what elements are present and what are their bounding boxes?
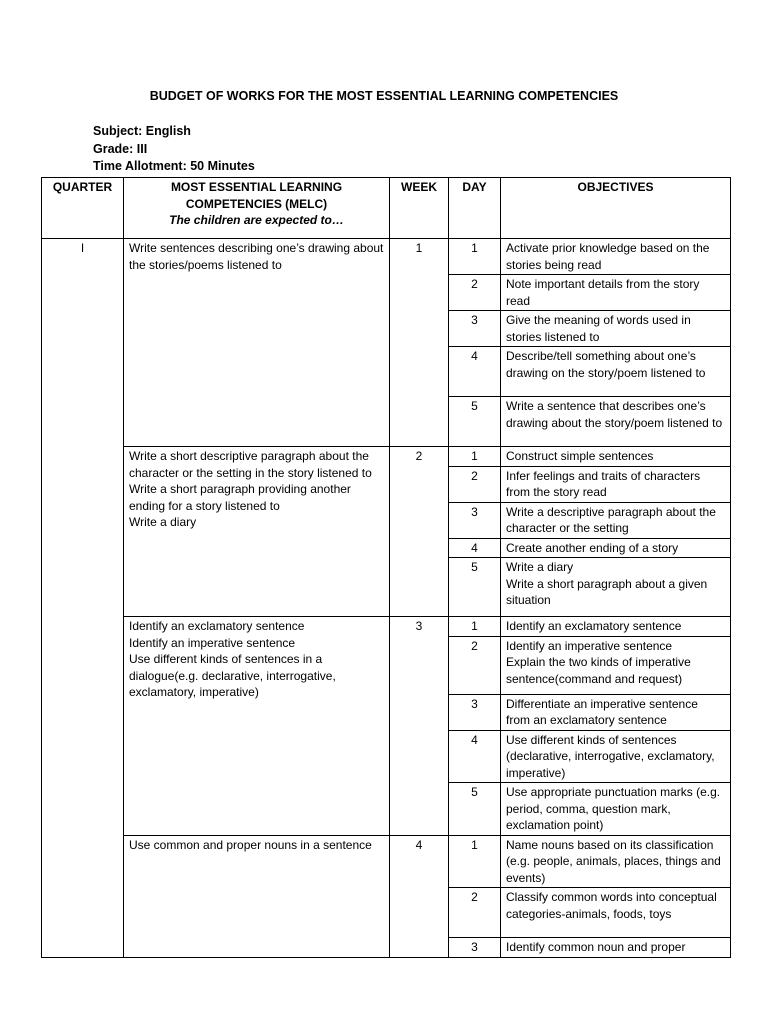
day-cell: 5 — [449, 558, 501, 617]
week-cell: 3 — [390, 617, 449, 836]
day-cell: 1 — [449, 447, 501, 467]
competency-text: Identify an imperative sentence — [129, 635, 296, 650]
day-cell: 4 — [449, 347, 501, 397]
objective-cell: Infer feelings and traits of characters from the story read — [501, 466, 731, 502]
competency-text: Use different kinds of sentences in a dialogue(e.g. declarative, interrogative, exclamatory, imperative) — [129, 652, 336, 699]
week-cell: 4 — [390, 835, 449, 957]
competency-text: Write a short descriptive paragraph about the character or the setting in the story listened to — [129, 449, 372, 480]
day-cell: 2 — [449, 275, 501, 311]
objective-text: Explain the two kinds of imperative sentence(command and request) — [506, 655, 691, 686]
objective-cell: Use appropriate punctuation marks (e.g. period, comma, question mark, exclamation point) — [501, 783, 731, 836]
budget-of-works-table — [41, 177, 730, 954]
time-allotment-line: Time Allotment: 50 Minutes — [93, 159, 255, 173]
day-cell: 1 — [449, 835, 501, 888]
objective-cell: Write a descriptive paragraph about the character or the setting — [501, 502, 731, 538]
objective-cell: Use different kinds of sentences (declarative, interrogative, exclamatory, imperative) — [501, 730, 731, 783]
header-objectives: OBJECTIVES — [501, 178, 731, 239]
objective-cell: Differentiate an imperative sentence from an exclamatory sentence — [501, 694, 731, 730]
competency-text: Write a diary — [129, 515, 197, 529]
competency-cell-week-3 — [124, 617, 390, 836]
day-cell: 4 — [449, 538, 501, 558]
quarter-cell: I — [42, 239, 124, 958]
competency-cell-week-2 — [124, 447, 390, 617]
day-cell: 2 — [449, 636, 501, 694]
competency-cell-week-1 — [124, 239, 390, 447]
day-cell: 4 — [449, 730, 501, 783]
competency-text: Write a short paragraph providing another ending for a story listened to — [129, 482, 351, 513]
objective-cell: Classify common words into conceptual categories-animals, foods, toys — [501, 888, 731, 938]
objective-cell — [501, 558, 731, 617]
day-cell: 3 — [449, 502, 501, 538]
day-cell: 3 — [449, 938, 501, 958]
objective-cell: Activate prior knowledge based on the stories being read — [501, 239, 731, 275]
objective-cell: Identify an exclamatory sentence — [501, 617, 731, 637]
document-title: BUDGET OF WORKS FOR THE MOST ESSENTIAL LEARNING COMPETENCIES — [149, 89, 619, 103]
day-cell: 1 — [449, 617, 501, 637]
competency-cell-week-4 — [124, 835, 390, 957]
objective-cell: Create another ending of a story — [501, 538, 731, 558]
header-melc-line2: COMPETENCIES (MELC) — [185, 196, 328, 211]
table-row — [42, 447, 731, 467]
header-day: DAY — [449, 178, 501, 239]
objective-cell: Describe/tell something about one’s drawing on the story/poem listened to — [501, 347, 731, 397]
day-cell: 3 — [449, 694, 501, 730]
week-cell: 1 — [390, 239, 449, 447]
competency-text: Use common and proper nouns in a sentence — [129, 837, 372, 852]
objective-text: Identify an imperative sentence — [506, 638, 673, 653]
day-cell: 5 — [449, 783, 501, 836]
header-melc-subtitle: The children are expected to… — [169, 213, 344, 227]
competency-text: Write sentences describing one’s drawing about the stories/poems listened to — [129, 241, 384, 272]
objective-cell: Identify common noun and proper — [501, 938, 731, 958]
objective-cell: Name nouns based on its classification (e.g. people, animals, places, things and events) — [501, 835, 731, 888]
objective-cell: Note important details from the story read — [501, 275, 731, 311]
table-row — [42, 617, 731, 637]
day-cell: 5 — [449, 397, 501, 447]
header-melc — [124, 178, 390, 239]
objective-cell: Write a sentence that describes one’s drawing about the story/poem listened to — [501, 397, 731, 447]
objective-cell — [501, 636, 731, 694]
objective-text: Write a short paragraph about a given situation — [506, 576, 708, 607]
grade-line: Grade: III — [93, 142, 148, 156]
competency-text: Identify an exclamatory sentence — [129, 619, 305, 633]
header-melc-line1: MOST ESSENTIAL LEARNING — [170, 180, 343, 194]
objective-text: Write a diary — [506, 560, 574, 574]
header-week: WEEK — [390, 178, 449, 239]
table-row — [42, 239, 731, 275]
week-cell: 2 — [390, 447, 449, 617]
day-cell: 2 — [449, 466, 501, 502]
objective-cell: Give the meaning of words used in stories listened to — [501, 311, 731, 347]
table-header-row — [42, 178, 731, 239]
subject-line: Subject: English — [93, 124, 191, 138]
objective-cell: Construct simple sentences — [501, 447, 731, 467]
header-quarter: QUARTER — [42, 178, 124, 239]
table-row — [42, 835, 731, 888]
day-cell: 1 — [449, 239, 501, 275]
day-cell: 2 — [449, 888, 501, 938]
day-cell: 3 — [449, 311, 501, 347]
